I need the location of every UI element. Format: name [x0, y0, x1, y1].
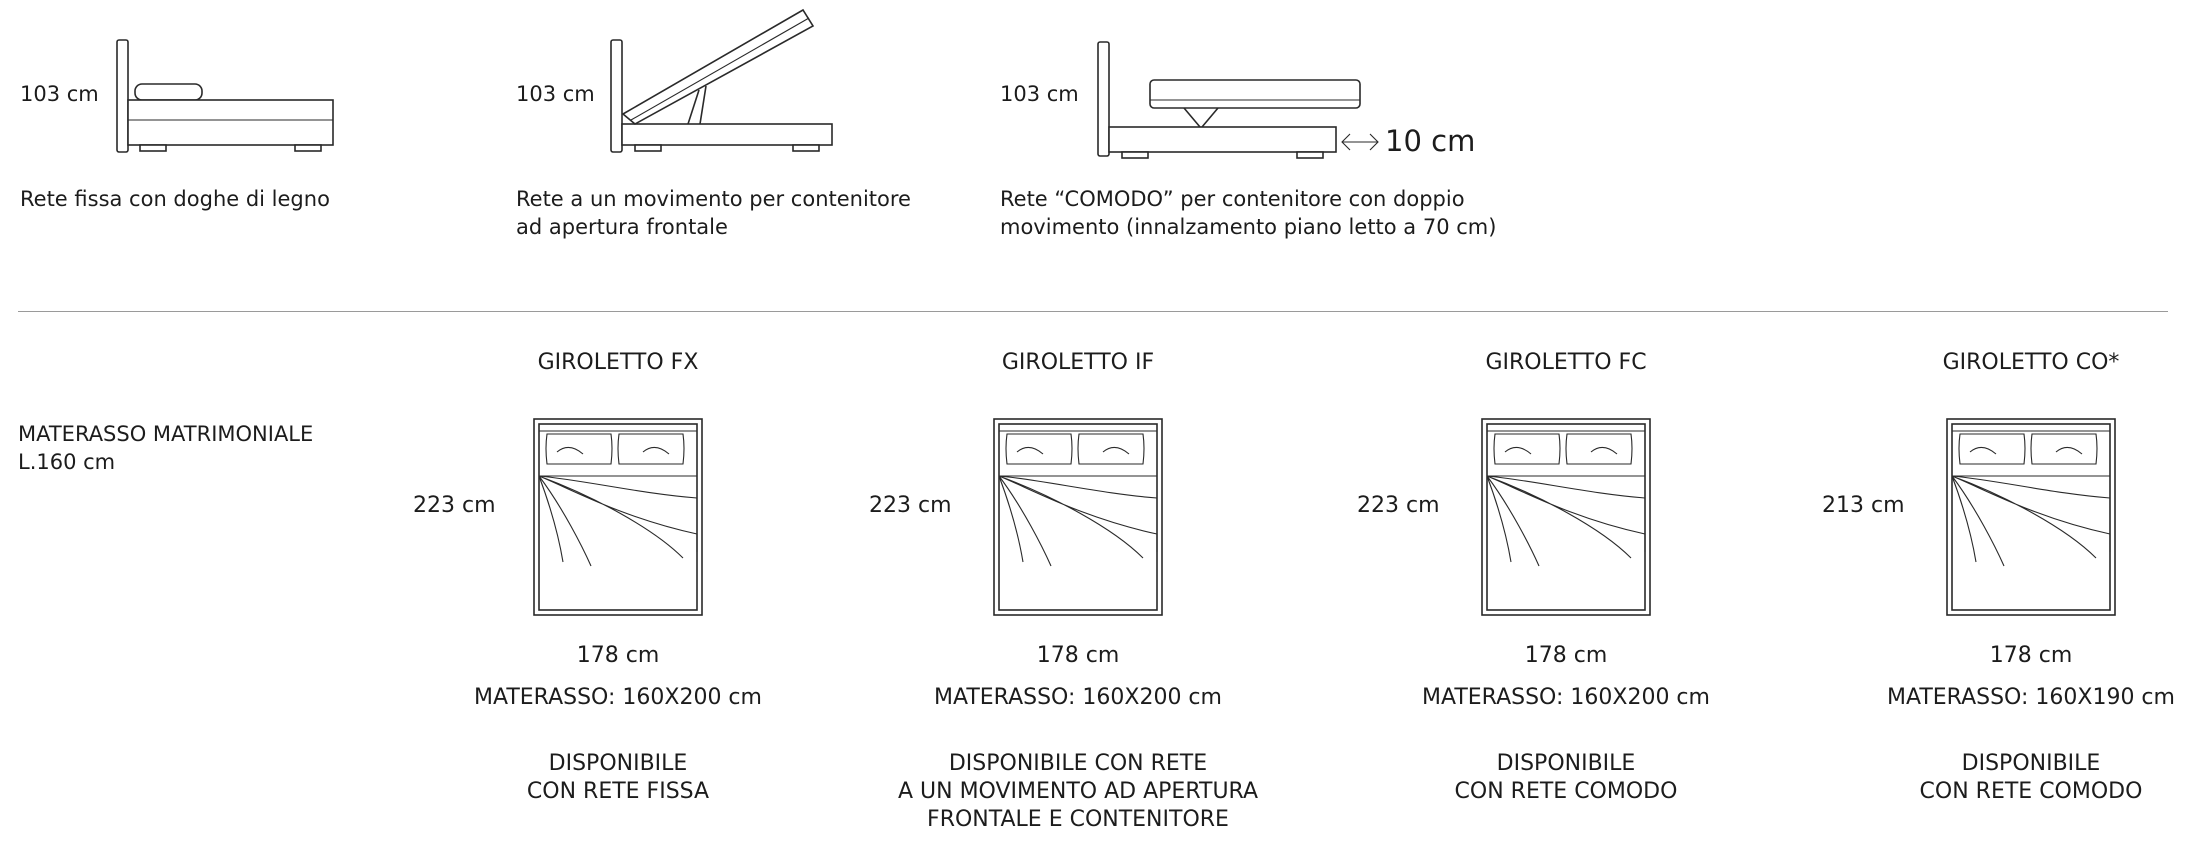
- comodo-bed-side-drawing: [1092, 38, 1422, 160]
- bed-plan-co-drawing: [1946, 418, 2116, 618]
- model-co-width: 178 cm: [1989, 643, 2073, 668]
- mattress-size-label: MATERASSO MATRIMONIALE L.160 cm: [18, 422, 314, 474]
- bed-plan-fc-drawing: [1481, 418, 1651, 618]
- bed2-caption: Rete a un movimento per contenitore ad apertura frontale: [516, 187, 911, 239]
- bed-plan-fx-drawing: [533, 418, 703, 618]
- model-co-mattress: MATERASSO: 160X190 cm: [1887, 685, 2175, 710]
- model-fx-mattress: MATERASSO: 160X200 cm: [474, 685, 762, 710]
- extension-label: 10 cm: [1385, 124, 1476, 158]
- model-co-title: GIROLETTO CO*: [1942, 350, 2120, 375]
- model-if-width: 178 cm: [1036, 643, 1120, 668]
- model-fx-length: 223 cm: [413, 493, 496, 518]
- model-fc-mattress: MATERASSO: 160X200 cm: [1422, 685, 1710, 710]
- model-if-availability: DISPONIBILE CON RETE A UN MOVIMENTO AD APERTURA FRONTALE E CONTENITORE: [897, 751, 1258, 832]
- bed3-height-label: 103 cm: [1000, 82, 1079, 106]
- model-fc-length: 223 cm: [1357, 493, 1440, 518]
- model-co-availability: DISPONIBILE CON RETE COMODO: [1919, 751, 2143, 804]
- model-fc-width: 178 cm: [1524, 643, 1608, 668]
- lift-up-bed-side-drawing: [605, 8, 835, 160]
- bed1-height-label: 103 cm: [20, 82, 99, 106]
- model-co-length: 213 cm: [1822, 493, 1905, 518]
- model-fc-title: GIROLETTO FC: [1485, 350, 1647, 375]
- bed-plan-if-drawing: [993, 418, 1163, 618]
- model-fc-availability: DISPONIBILE CON RETE COMODO: [1454, 751, 1678, 804]
- model-fx-width: 178 cm: [576, 643, 660, 668]
- bed2-height-label: 103 cm: [516, 82, 595, 106]
- model-fx-availability: DISPONIBILE CON RETE FISSA: [526, 751, 710, 804]
- bed3-caption: Rete “COMODO” per contenitore con doppio movimento (innalzamento piano letto a 70 cm): [1000, 187, 1497, 239]
- bed1-caption: Rete fissa con doghe di legno: [20, 187, 330, 211]
- model-if-title: GIROLETTO IF: [1001, 350, 1155, 375]
- model-fx-title: GIROLETTO FX: [537, 350, 699, 375]
- model-if-mattress: MATERASSO: 160X200 cm: [934, 685, 1222, 710]
- section-divider: [18, 311, 2168, 312]
- model-if-length: 223 cm: [869, 493, 952, 518]
- fixed-slat-bed-side-drawing: [115, 38, 345, 160]
